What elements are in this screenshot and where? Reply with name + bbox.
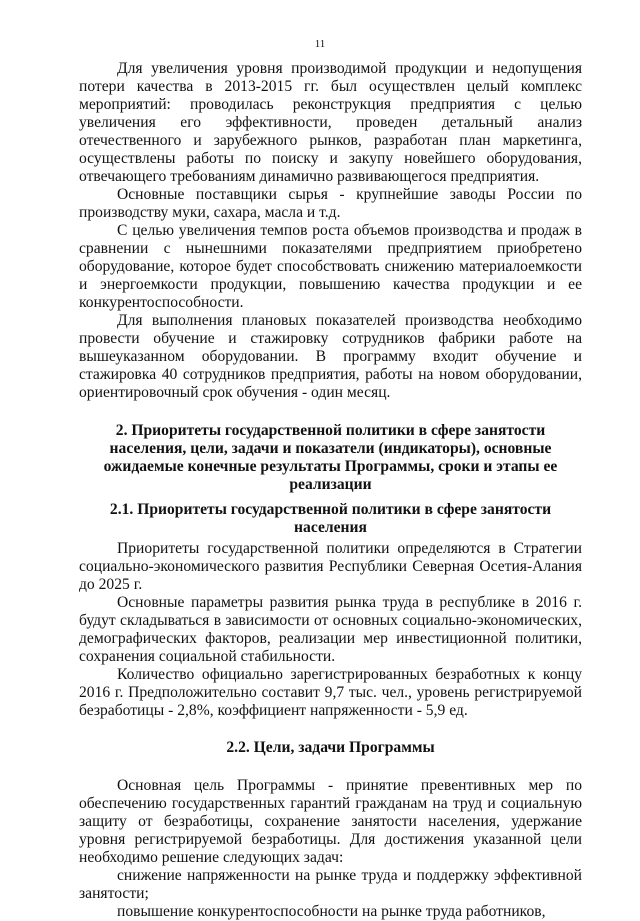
paragraph: Для увеличения уровня производимой продукции и недопущения потери качества в 2013-2015 гг. был осуществлен целый комплекс мероприятий: проводилась реконструкция предприятия с целью увеличения его эффективности, проведен детальный анализ отечественного и зарубежного рынков, разработан план маркетинга, осуществлены работы по поиску и закупу новейшего оборудования, отвечающего требованиям динамично развивающегося предприятия.	[79, 60, 582, 185]
subsection-heading: 2.1. Приоритеты государственной политики в сфере занятости населения	[109, 501, 552, 536]
paragraph: Основная цель Программы - принятие превентивных мер по обеспечению государственных гарантий гражданам на труд и социальную защиту от безработицы, сохранение занятости населения, удержание уровня регистрируемой безработицы. Для достижения указанной цели необходимо решение следующих задач:	[79, 777, 582, 866]
task-item: снижение напряженности на рынке труда и поддержку эффективной занятости;	[79, 867, 582, 902]
paragraph: Основные параметры развития рынка труда в республике в 2016 г. будут складываться в зависимости от основных социально-экономических, демографических факторов, реализации мер инвестиционной политики, сохранения социальной стабильности.	[79, 594, 582, 665]
paragraph: Приоритеты государственной политики определяются в Стратегии социально-экономического развития Республики Северная Осетия-Алания до 2025 г.	[79, 540, 582, 593]
task-item: повышение конкурентоспособности на рынке труда работников,	[117, 903, 546, 920]
section-heading: 2. Приоритеты государственной политики в сфере занятости населения, цели, задачи и показатели (индикаторы), основные ожидаемые конечные результаты Программы, сроки и этапы ее реализации	[103, 422, 558, 493]
paragraph: Основные поставщики сырья - крупнейшие заводы России по производству муки, сахара, масла и т.д.	[79, 186, 582, 221]
subsection-heading: 2.2. Цели, задачи Программы	[226, 739, 435, 756]
paragraph: С целью увеличения темпов роста объемов производства и продаж в сравнении с нынешними показателями предприятием приобретено оборудование, которое будет способствовать снижению материалоемкости и энергоемкости продукции, повышению качества продукции и ее конкурентоспособности.	[79, 222, 582, 311]
paragraph: Количество официально зарегистрированных безработных к концу 2016 г. Предположительно составит 9,7 тыс. чел., уровень регистрируемой безработицы - 2,8%, коэффициент напряженности - 5,9 ед.	[79, 666, 582, 719]
paragraph: Для выполнения плановых показателей производства необходимо провести обучение и стажировку сотрудников фабрики работе на вышеуказанном оборудовании. В программу входит обучение и стажировка 40 сотрудников предприятия, работы на новом оборудовании, ориентировочный срок обучения - один месяц.	[79, 312, 582, 401]
document-body	[79, 60, 582, 921]
section-2-1-body	[79, 540, 582, 720]
section-2-2-body	[79, 777, 582, 921]
page-number: 11	[314, 38, 326, 50]
